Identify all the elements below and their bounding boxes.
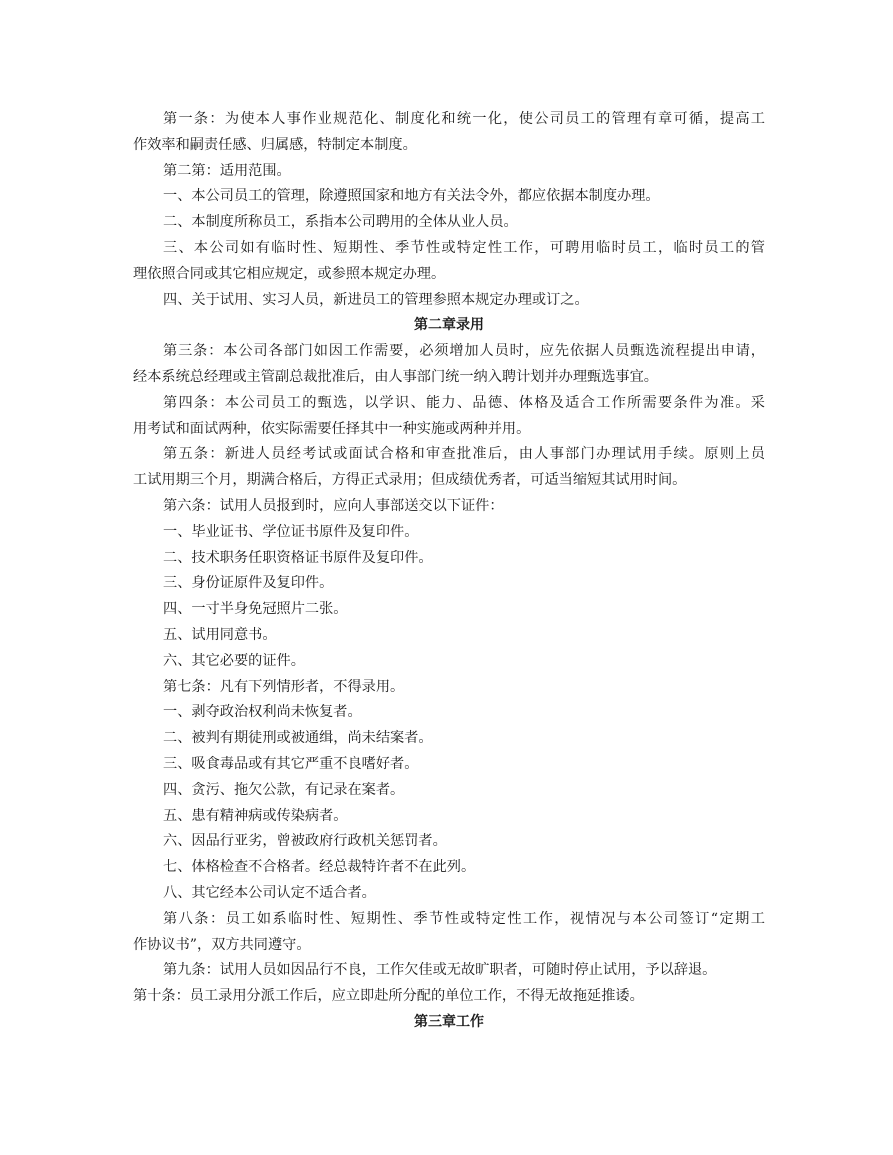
chapter-heading: 第三章工作 [414,1013,484,1030]
text-line: 第七条：凡有下列情形者，不得录用。 [163,678,405,695]
text-line: 三、本公司如有临时性、短期性、季节性或特定性工作，可聘用临时员工，临时员工的管 [163,239,765,256]
text-line: 第三条：本公司各部门如因工作需要，必须增加人员时，应先依据人员甄选流程提出申请， [163,343,765,360]
text-line: 八、其它经本公司认定不适合者。 [163,884,376,901]
document-page [133,107,765,1036]
text-line: 一、剥夺政治权利尚未恢复者。 [163,704,362,721]
text-line: 作效率和嗣责任感、归属感，特制定本制度。 [133,136,417,153]
text-line: 二、技术职务任职资格证书原件及复印件。 [163,549,433,566]
text-line: 五、试用同意书。 [163,626,277,643]
text-line: 第五条：新进人员经考试或面试合格和审查批准后，由人事部门办理试用手续。原则上员 [163,446,765,463]
text-line: 四、贪污、拖欠公款，有记录在案者。 [163,781,405,798]
text-line: 第十条：员工录用分派工作后，应立即赴所分配的单位工作，不得无故拖延推诿。 [133,988,644,1005]
text-line: 三、吸食毒品或有其它严重不良嗜好者。 [163,755,419,772]
text-line: 二、本制度所称员工，系指本公司聘用的全体从业人员。 [163,214,518,231]
text-line: 一、毕业证书、学位证书原件及复印件。 [163,523,419,540]
text-line: 五、患有精神病或传染病者。 [163,807,348,824]
text-line: 六、因品行亚劣，曾被政府行政机关惩罚者。 [163,833,447,850]
text-line: 二、被判有期徒刑或被通缉，尚未结案者。 [163,730,433,747]
text-line: 四、一寸半身免冠照片二张。 [163,601,348,618]
text-line: 经本系统总经理或主管副总裁批准后，由人事部门统一纳入聘计划并办理甄选事宜。 [133,368,658,385]
text-line: 用考试和面试两种，依实际需要任择其中一种实施或两种并用。 [133,420,531,437]
text-line: 四、关于试用、实习人员，新进员工的管理参照本规定办理或订之。 [163,291,589,308]
text-line: 第六条：试用人员报到时，应向人事部送交以下证件： [163,497,504,514]
text-line: 作协议书”，双方共同遵守。 [133,936,311,953]
text-line: 七、体格检查不合格者。经总裁特许者不在此列。 [163,859,476,876]
text-line: 第一条：为使本人事作业规范化、制度化和统一化，使公司员工的管理有章可循，提高工 [163,111,765,127]
text-line: 三、身份证原件及复印件。 [163,575,334,592]
text-line: 六、其它必要的证件。 [163,652,305,669]
text-line: 工试用期三个月，期满合格后，方得正式录用；但成绩优秀者，可适当缩短其试用时间。 [133,472,687,489]
chapter-heading: 第二章录用 [414,317,484,334]
text-line: 第八条：员工如系临时性、短期性、季节性或特定性工作，视情况与本公司签订“定期工 [163,910,765,927]
text-line: 第九条：试用人员如因品行不良，工作欠佳或无故旷职者，可随时停止试用，予以辞退。 [163,962,717,979]
text-line: 第四条：本公司员工的甄选，以学识、能力、品德、体格及适合工作所需要条件为准。采 [163,394,765,411]
text-line: 第二第：适用范围。 [163,162,291,179]
text-line: 理依照合同或其它相应规定，或参照本规定办理。 [133,265,446,282]
text-line: 一、本公司员工的管理，除遵照国家和地方有关法令外，都应依据本制度办理。 [163,188,660,205]
